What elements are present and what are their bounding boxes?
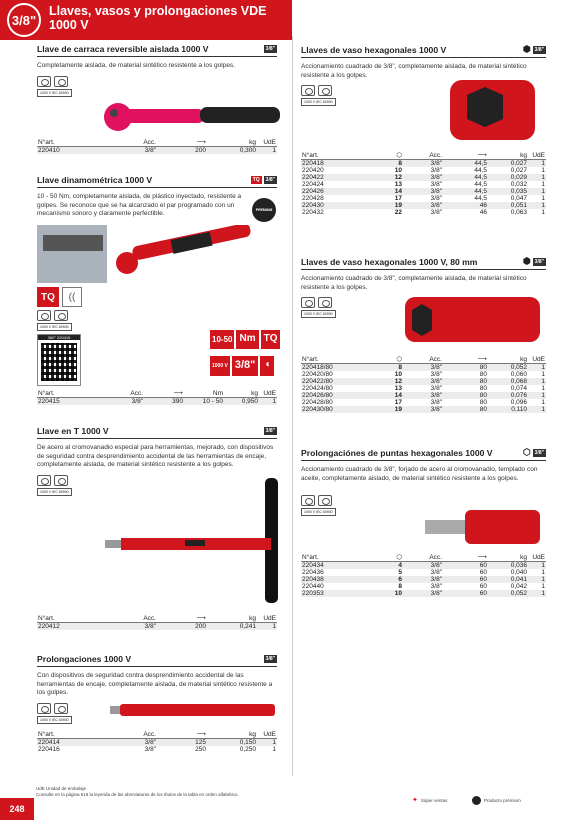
producto-premium: Producto prémium (472, 796, 521, 805)
table-row: 220410 3/8" 200 0,300 1 (38, 147, 276, 154)
qr-code: 360° 220415 (37, 334, 81, 386)
table-row: 220412 3/8" 200 0,241 1 (38, 623, 276, 630)
table-row: 220434 4 3/8" 60 0,036 1 (302, 562, 545, 569)
qr-pattern (41, 343, 77, 381)
table-row: 220438 6 3/8" 60 0,041 1 (302, 576, 545, 583)
column-divider (292, 36, 293, 776)
page-number: 248 (0, 798, 34, 820)
cert-label: 1000 V IEC 60900 (37, 89, 72, 97)
section-title: Llaves de vaso hexagonales 1000 V (301, 44, 447, 55)
table-row: 220432 22 3/8" 46 0,063 1 (302, 209, 545, 216)
section-desc: Accionamiento cuadrado de 3/8", forjado de acero al cromovanadio, templado con aceite, completamente aislado, de material sintético resistente a los golpes. (301, 466, 538, 482)
spec-badges: 10-50 Nm TQ (210, 330, 280, 349)
section-desc: Accionamiento cuadrado de 3/8", completamente aislada, de material sintético resistente a los golpes. (301, 275, 527, 291)
table-dinamo: N°art. Acc. ⟶ Nm kg UdE 220415 3/8" 390 10 - 50 0,950 1 (38, 389, 276, 405)
table-row: 220418/80 8 3/8" 80 0,052 1 (302, 364, 545, 371)
cert-label: 1000 V IEC 60900 (301, 310, 336, 318)
cert-icons (37, 76, 277, 87)
vde-icon (301, 495, 315, 506)
section-title: Prolongaciónes de puntas hexagonales 1000 V (301, 447, 493, 458)
super-ventas: ✦ Súper ventas (412, 797, 448, 804)
vde-icon (301, 297, 315, 308)
t-wrench-image (105, 478, 285, 608)
vde-icon (37, 310, 51, 321)
extension-image (110, 700, 280, 720)
torque-wrench-image (37, 225, 282, 285)
ratchet-image (100, 95, 285, 135)
drive-tag: 3/8" (534, 258, 544, 265)
section-desc: 10 - 50 Nm, completamente aislada, de plástico inyectado, resistente a golpes. Se reconoce que se ha alcanzado el par programado con un mecanismo sonoro y claramente perfectible. (37, 193, 242, 217)
table-row: 220436 5 3/8" 60 0,040 1 (302, 569, 545, 576)
gs-icon (54, 76, 68, 87)
hex-icon: ⬢ (522, 256, 531, 266)
table-row: 220422 12 3/8" 44,5 0,029 1 (302, 174, 545, 181)
cert-label: 1000 V IEC 60900 (37, 323, 72, 331)
table-row: 220424/80 13 3/8" 80 0,074 1 (302, 385, 545, 392)
gs-icon (54, 310, 68, 321)
drive-tag: 3/8" (265, 656, 275, 662)
table-row: 220418 8 3/8" 44,5 0,027 1 (302, 160, 545, 167)
table-row: 220428 17 3/8" 44,5 0,047 1 (302, 195, 545, 202)
socket-80-image (400, 292, 545, 347)
gs-icon (54, 475, 68, 486)
hex-icon: ⬢ (522, 44, 531, 54)
section-title: Prolongaciones 1000 V (37, 654, 132, 664)
table-row: 220422/80 12 3/8" 80 0,068 1 (302, 378, 545, 385)
star-icon: ✦ (412, 797, 418, 804)
tq-icon: TQ (37, 287, 59, 307)
premium-icon (472, 796, 481, 805)
section-carraca (37, 44, 277, 97)
section-desc: De acero al cromovanadio especial para herramientas, mejorado, con dispositivos de seguridad contra desprendimiento accidental de las herramientas de encaje, completamente aislada, de material sintético resistente a los golpes. (37, 444, 274, 468)
table-row: 220353 10 3/8" 60 0,052 1 (302, 590, 545, 597)
vde-icon (301, 85, 315, 96)
table-row: 220414 3/8" 125 0,150 1 (38, 739, 276, 746)
table-row: 220415 3/8" 390 10 - 50 0,950 1 (38, 398, 276, 405)
section-title: Llave dinamométrica 1000 V (37, 175, 153, 185)
hex-bit-icon: ⬡ (522, 447, 531, 457)
drive-tag: 3/8" (534, 449, 544, 456)
table-llavet: N°art. Acc. ⟶ kg UdE 220412 3/8" 200 0,241 1 (38, 614, 276, 630)
section-desc: Completamente aislada, de material sintético resistente a los golpes. (37, 62, 235, 69)
table-carraca: N°art. Acc. ⟶ kg UdE 220410 3/8" 200 0,300 1 (38, 138, 276, 154)
table-puntas: N°art. ⬡ Acc. ⟶ kg UdE 220434 4 3/8" 60 0,036 1 220436 5 3/8" 60 0,040 1 220438 6 3/8" 60 0,041 1 220440 8 3/8" 60 0,042 1 220353 10 3/8" 60 0,052 1 (302, 553, 545, 597)
table-row: 220420/80 10 3/8" 80 0,060 1 (302, 371, 545, 378)
drive-tag: 3/8" (534, 46, 544, 53)
table-row: 220424 13 3/8" 44,5 0,032 1 (302, 181, 545, 188)
section-title: Llaves de vaso hexagonales 1000 V, 80 mm (301, 256, 478, 267)
section-desc: Accionamiento cuadrado de 3/8", completamente aislada, de material sintético resistente a los golpes. (301, 63, 527, 79)
drive-tag: 3/8" (265, 46, 275, 52)
cert-label: 1000 V IEC 60900 (301, 98, 336, 106)
table-vaso: N°art. ⬡ Acc. ⟶ kg UdE 220418 8 3/8" 44,5 0,027 1 220420 10 3/8" 44,5 0,027 1 220422 12 3/8" 44,5 0,029 1 220424 13 3/8" 44,5 0,032 1 220426 14 3/8" 44,5 0,035 1 220428 17 3/8" 44,5 0,047 1 220430 19 3/8" 46 0,051 1 220432 22 3/8" 46 0,063 1 (302, 151, 545, 216)
cert-icons (37, 310, 68, 321)
gs-icon (318, 297, 332, 308)
sound-icon: (( (62, 287, 82, 307)
drive-tag: 3/8" (265, 428, 275, 434)
table-row: 220430/80 19 3/8" 80 0,110 1 (302, 406, 545, 413)
table-row: 220428/80 17 3/8" 80 0,096 1 (302, 399, 545, 406)
drive-tag: 3/8" (265, 177, 275, 183)
hex-bit-extension-image (425, 505, 545, 550)
cert-label: 1000 V IEC 60900 (37, 716, 72, 724)
table-vaso80: N°art. ⬡ Acc. ⟶ kg UdE 220418/80 8 3/8" 80 0,052 1 220420/80 10 3/8" 80 0,060 1 220422/80 12 3/8" 80 0,068 1 220424/80 13 3/8" 80 0,074 1 220426/80 14 3/8" 80 0,076 1 220428/80 17 3/8" 80 0,096 1 220430/80 19 3/8" 80 0,110 1 (302, 355, 545, 413)
table-prolong: N°art. Acc. ⟶ kg UdE 220414 3/8" 125 0,150 1 220416 3/8" 250 0,250 1 (38, 730, 276, 753)
section-title: Llave de carraca reversible aislada 1000 V (37, 44, 209, 54)
footer-legend: UdE Unidad de embalaje Consulte en la página 618 la leyenda de las abreviaturas de los títulos de la tabla en orden alfabético. (36, 786, 239, 797)
gs-icon (318, 495, 332, 506)
size-badge: 3/8" (7, 3, 41, 37)
premium-badge: PREMIUM (252, 198, 276, 222)
vde-icon (37, 703, 51, 714)
page-title: Llaves, vasos y prolongaciones VDE 1000 V (49, 4, 267, 32)
table-row: 220426 14 3/8" 44,5 0,035 1 (302, 188, 545, 195)
section-desc: Con dispositivos de seguridad contra desprendimiento accidental de las herramientas de encaje, completamente aislada, de material sintético resistente a los golpes. (37, 672, 273, 696)
cert-label: 1000 V IEC 60900 (37, 488, 72, 496)
section-title: Llave en T 1000 V (37, 426, 109, 436)
table-row: 220440 8 3/8" 60 0,042 1 (302, 583, 545, 590)
gs-icon (54, 703, 68, 714)
vde-icon (37, 475, 51, 486)
table-row: 220416 3/8" 250 0,250 1 (38, 746, 276, 753)
tq-tag: TQ (252, 177, 260, 183)
section-dinamo (37, 175, 277, 219)
sound-icon: ◖ (260, 356, 274, 376)
table-row: 220420 10 3/8" 44,5 0,027 1 (302, 167, 545, 174)
socket-image (445, 75, 540, 145)
cert-label: 1000 V IEC 60900 (301, 508, 336, 516)
page-header (0, 0, 292, 40)
table-row: 220426/80 14 3/8" 80 0,076 1 (302, 392, 545, 399)
table-row: 220430 19 3/8" 46 0,051 1 (302, 202, 545, 209)
gs-icon (318, 85, 332, 96)
vde-icon (37, 76, 51, 87)
